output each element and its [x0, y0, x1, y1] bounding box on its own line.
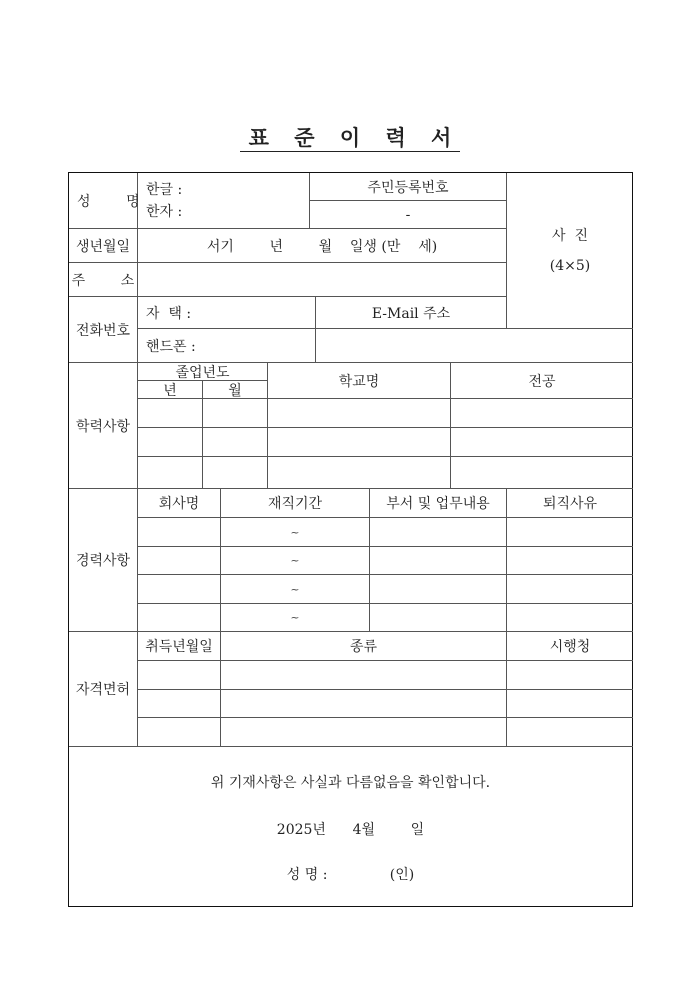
- major-header: 전공: [451, 363, 633, 399]
- career-label: 경력사항: [69, 489, 138, 632]
- birth-field[interactable]: 서기 년 월 일생 (만 세): [138, 229, 507, 263]
- edu-school-cell[interactable]: [268, 399, 451, 428]
- education-label: 학력사항: [69, 363, 138, 489]
- grad-year-col: 년: [138, 381, 203, 399]
- home-phone-field[interactable]: 자 택 :: [138, 297, 316, 329]
- grad-month-col: 월: [203, 381, 268, 399]
- license-issuer-cell[interactable]: [507, 718, 633, 747]
- rrn-field[interactable]: -: [310, 201, 507, 229]
- company-header: 회사명: [138, 489, 221, 518]
- mobile-field[interactable]: 핸드폰 :: [138, 329, 316, 363]
- period-header: 재직기간: [221, 489, 370, 518]
- email-label: E-Mail 주소: [316, 297, 507, 329]
- grad-year-header: 졸업년도: [138, 363, 268, 381]
- edu-major-cell[interactable]: [451, 399, 633, 428]
- career-period-cell[interactable]: ~: [221, 575, 370, 604]
- school-header: 학교명: [268, 363, 451, 399]
- license-type-cell[interactable]: [221, 661, 507, 690]
- address-label: 주 소: [69, 263, 138, 297]
- edu-school-cell[interactable]: [268, 457, 451, 489]
- license-issuer-cell[interactable]: [507, 690, 633, 718]
- edu-year-cell[interactable]: [138, 457, 203, 489]
- acquired-date-header: 취득년월일: [138, 632, 221, 661]
- career-reason-cell[interactable]: [507, 547, 633, 575]
- edu-major-cell[interactable]: [451, 457, 633, 489]
- license-type-cell[interactable]: [221, 718, 507, 747]
- name-label: 성 명: [69, 173, 138, 229]
- edu-month-cell[interactable]: [203, 428, 268, 457]
- career-company-cell[interactable]: [138, 604, 221, 632]
- career-company-cell[interactable]: [138, 547, 221, 575]
- career-reason-cell[interactable]: [507, 604, 633, 632]
- phone-label: 전화번호: [69, 297, 138, 363]
- page-title: 표 준 이 력 서: [0, 122, 700, 152]
- name-hanja-label: 한자 :: [146, 203, 183, 220]
- edu-year-cell[interactable]: [138, 399, 203, 428]
- birth-label: 생년월일: [69, 229, 138, 263]
- declaration-section: [68, 746, 633, 907]
- name-korean-label: 한글 :: [146, 181, 183, 198]
- career-period-cell[interactable]: ~: [221, 604, 370, 632]
- license-type-header: 종류: [221, 632, 507, 661]
- rrn-label: 주민등록번호: [310, 173, 507, 201]
- license-date-cell[interactable]: [138, 661, 221, 690]
- career-dept-cell[interactable]: [370, 547, 507, 575]
- name-field[interactable]: [138, 173, 310, 229]
- edu-month-cell[interactable]: [203, 457, 268, 489]
- career-dept-cell[interactable]: [370, 575, 507, 604]
- edu-school-cell[interactable]: [268, 428, 451, 457]
- photo-label: 사 진: [552, 227, 588, 244]
- career-dept-cell[interactable]: [370, 604, 507, 632]
- license-date-cell[interactable]: [138, 718, 221, 747]
- license-date-cell[interactable]: [138, 690, 221, 718]
- career-period-cell[interactable]: ~: [221, 547, 370, 575]
- declaration-signature[interactable]: 성 명 : (인): [286, 867, 415, 883]
- issuer-header: 시행청: [507, 632, 633, 661]
- declaration-date[interactable]: 2025년 4월 일: [276, 822, 425, 838]
- career-company-cell[interactable]: [138, 518, 221, 547]
- career-dept-cell[interactable]: [370, 518, 507, 547]
- license-issuer-cell[interactable]: [507, 661, 633, 690]
- edu-year-cell[interactable]: [138, 428, 203, 457]
- photo-box[interactable]: [507, 173, 633, 329]
- email-field[interactable]: [316, 329, 633, 363]
- license-label: 자격면허: [69, 632, 138, 747]
- career-period-cell[interactable]: ~: [221, 518, 370, 547]
- address-field[interactable]: [138, 263, 507, 297]
- license-type-cell[interactable]: [221, 690, 507, 718]
- reason-header: 퇴직사유: [507, 489, 633, 518]
- career-company-cell[interactable]: [138, 575, 221, 604]
- edu-major-cell[interactable]: [451, 428, 633, 457]
- declaration-statement: 위 기재사항은 사실과 다름없음을 확인합니다.: [210, 775, 491, 791]
- career-reason-cell[interactable]: [507, 575, 633, 604]
- edu-month-cell[interactable]: [203, 399, 268, 428]
- photo-size: (4×5): [549, 257, 591, 274]
- department-header: 부서 및 업무내용: [370, 489, 507, 518]
- career-reason-cell[interactable]: [507, 518, 633, 547]
